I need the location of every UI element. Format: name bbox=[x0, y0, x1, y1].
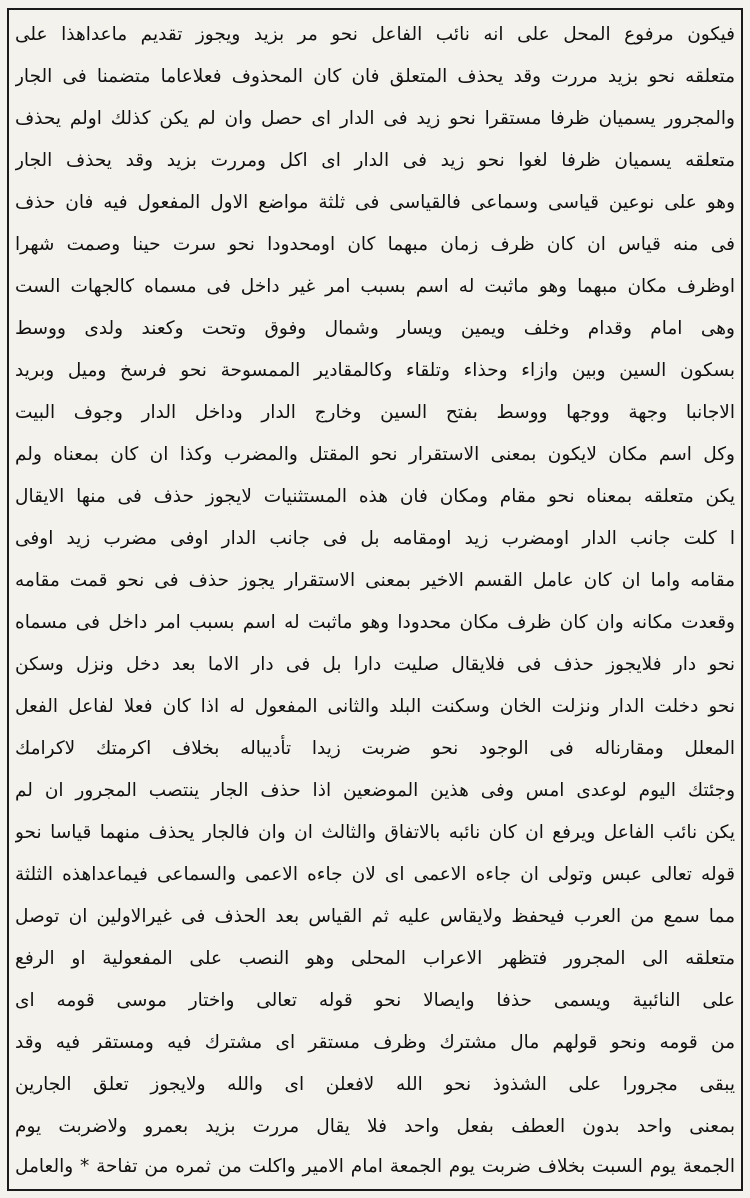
text-line: متعلقه يسميان ظرفا لغوا نحو زيد فى الدار اى اكل ومررت بزيد وقد يحذف الجار bbox=[15, 150, 735, 171]
text-line: فى منه قياس ان كان ظرف زمان مبهما كان اومحدودا نحو سرت حينا وصمت شهرا bbox=[15, 234, 735, 255]
text-line: الجمعة يوم السبت بخلاف ضربت يوم الجمعة امام الامير واكلت من ثمره من تفاحة * والعامل bbox=[15, 1156, 735, 1177]
text-line: مما سمع من العرب فيحفظ ولايقاس عليه ثم القياس بعد الحذف فى غيرالاولين ان توصل bbox=[15, 906, 735, 927]
text-line: متعلقه نحو بزيد مررت وقد يحذف المتعلق فان كان المحذوف فعلاعاما متضمنا فى الجار bbox=[15, 66, 735, 87]
text-line: بسكون السين وبين وازاء وحذاء وتلقاء وكالمقادير الممسوحة نحو فرسخ وميل وبريد bbox=[15, 360, 735, 381]
text-line: الاجانبا وجهة ووجها ووسط بفتح السين وخارج الدار وداخل الدار وجوف البيت bbox=[15, 402, 735, 423]
text-line: المعلل ومقارناله فى الوجود نحو ضربت زيدا تأديباله بخلاف اكرمتك لاكرامك bbox=[15, 738, 735, 759]
text-line: وجئتك اليوم لوعدى امس وفى هذين الموضعين اذا حذف الجار ينتصب المجرور ان لم bbox=[15, 780, 735, 801]
text-line: يكن متعلقه بمعناه نحو مقام ومكان فان هذه المستثنيات لايجوز حذف فى منها الايقال bbox=[15, 486, 735, 507]
text-line: بمعنى واحد بدون العطف بفعل واحد فلا يقال مررت بزيد بعمرو ولاضربت يوم bbox=[15, 1116, 735, 1137]
text-frame bbox=[7, 8, 743, 1191]
text-line: ا كلت جانب الدار اومضرب زيد اومقامه بل فى جانب الدار اوفى مضرب زيد اوفى bbox=[15, 528, 735, 549]
text-line: وهو على نوعين قياسى وسماعى فالقياسى فى ثلثة مواضع الاول المفعول فيه فان حذف bbox=[15, 192, 735, 213]
text-line: وهى امام وقدام وخلف ويمين ويسار وشمال وفوق وتحت وكعند ولدى ووسط bbox=[15, 318, 735, 339]
text-line: متعلقه الى المجرور فتظهر الاعراب المحلى وهو النصب على المفعولية او الرفع bbox=[15, 948, 735, 969]
text-line: نحو دار فلايجوز حذف فى فلايقال صليت دارا بل فى دار الاما بعد دخل ونزل وسكن bbox=[15, 654, 735, 675]
text-line: نحو دخلت الدار ونزلت الخان وسكنت البلد والثانى المفعول له اذا كان فعلا لفاعل الفعل bbox=[15, 696, 735, 717]
text-line: فيكون مرفوع المحل على انه نائب الفاعل نحو مر بزيد ويجوز تقديم ماعداهذا على bbox=[15, 24, 735, 45]
text-line: اوظرف مكان مبهما وهو ماثبت له اسم بسبب امر غير داخل فى مسماه كالجهات الست bbox=[15, 276, 735, 297]
text-line: يبقى مجرورا على الشذوذ نحو الله لافعلن اى والله ولايجوز تعلق الجارين bbox=[15, 1074, 735, 1095]
text-line: من قومه ونحو قولهم مال مشترك وظرف مستقر اى مشترك فيه ومستقر فيه وقد bbox=[15, 1032, 735, 1053]
text-line: والمجرور يسميان ظرفا مستقرا نحو زيد فى الدار اى حصل وان لم يكن كذلك اولم يحذف bbox=[15, 108, 735, 129]
text-line: يكن نائب الفاعل ويرفع ان كان نائبه بالاتفاق والثالث ان وان فالجار يحذف منهما قياسا نحو bbox=[15, 822, 735, 843]
text-line: وقعدت مكانه وان كان ظرف مكان محدودا وهو ماثبت له اسم بسبب امر داخل فى مسماه bbox=[15, 612, 735, 633]
text-line: قوله تعالى عبس وتولى ان جاءه الاعمى اى لان جاءه الاعمى والسماعى فيماعداهذه الثلثة bbox=[15, 864, 735, 885]
text-line: مقامه واما ان كان عامل القسم الاخير بمعنى الاستقرار يجوز حذف فى نحو قمت مقامه bbox=[15, 570, 735, 591]
text-line: على النائبية ويسمى حذفا وايصالا نحو قوله تعالى واختار موسى قومه اى bbox=[15, 990, 735, 1011]
text-line: وكل اسم مكان لايكون بمعنى الاستقرار نحو المقتل والمضرب وكذا ان كان بمعناه ولم bbox=[15, 444, 735, 465]
